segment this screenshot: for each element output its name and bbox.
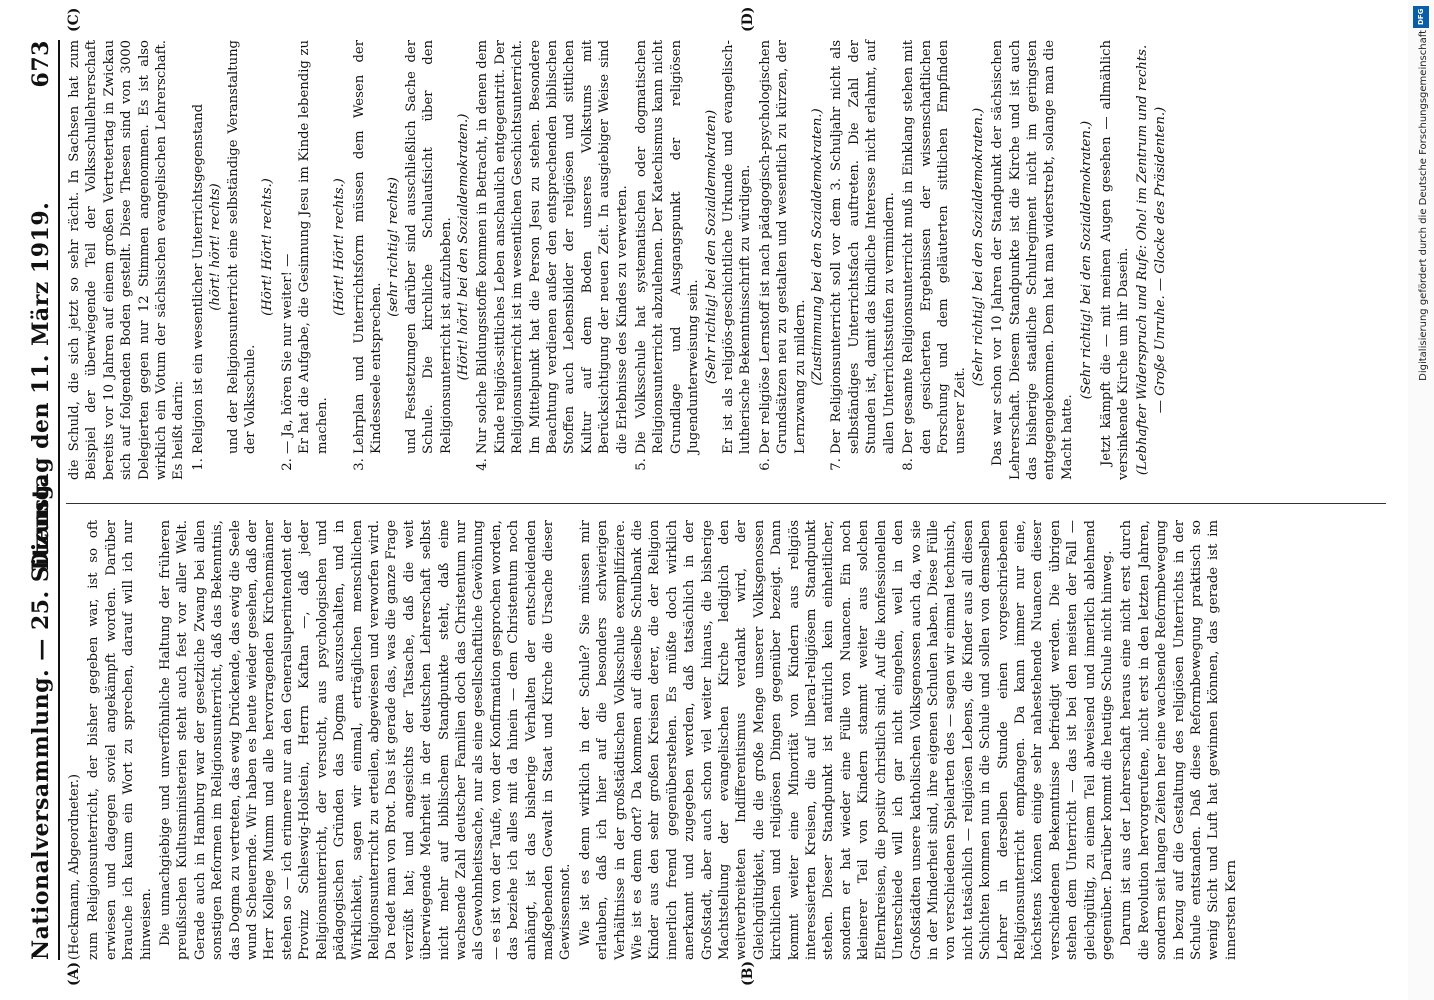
interjection: (Sehr richtig! bei den Sozialdemokraten) xyxy=(703,109,719,385)
marker-c: (C) xyxy=(66,7,82,32)
thesis-text: Lehrplan und Unterrichtsform müssen dem Wesen der Kindesseele entsprechen. xyxy=(351,40,384,454)
page-number: 673 xyxy=(28,40,54,88)
interjection: (Sehr richtig! bei den Sozialdemokraten.) xyxy=(1079,120,1095,400)
closing-paragraph: Das war schon vor 10 Jahren der Standpunkt der sächsischen Lehrerschaft. Diesem Standpunkte ist die Kirche und ist auch das bisherige staatliche Schulregiment nicht im geringsten entgegengekommen. Dem hat man widerstrebt, solange man die Macht hatte. xyxy=(990,40,1075,480)
interjection: 2. — Ja, hören Sie nur weiter! — xyxy=(279,253,295,454)
header-date: Dienstag den 11. März 1919. xyxy=(28,201,54,571)
interjection: (Hört! Hört! rechts.) xyxy=(260,178,276,316)
interjection: (hört! hört! rechts) xyxy=(208,183,224,311)
interjection: (Sehr richtig! bei den Sozialdemokraten.) xyxy=(970,107,986,387)
thesis-continuation: und der Religionsunterricht eine selbständige Veranstaltung der Volksschule. xyxy=(225,40,259,454)
left-paragraph: Die unnachgiebige und unverföhnliche Haltung der früheren preußischen Kultusministerien steht auch fest vor aller Welt. Gerade auch in Hamburg war der gesetzliche Zwang bei allen sonstigen Reformen im Religionsunterricht, daß das Bekenntnis, das Dogma zu vertreten, das ewig Drückende, das ewig die Seele wund Scheuernde. Wir haben es heute wieder gesehen, daß der Herr Kollege Mumm und alle hervorragenden Kirchenmänner stehen so — ich erinnere nur an den Generalsuperintendent der Provinz Schleswig-Holstein, Herrn Kaftan —, daß jeder Religionsunterricht, der versucht, aus psychologischen und pädagogischen Gründen das Dogma auszuschalten, und in Wirklichkeit, sagen wir einmal, erträglichen menschlichen Religionsunterricht zu erteilen, abgewiesen und verworfen wird. Da redet man von Brot. Das ist gerade das, was die ganze Frage verzüßt hat; und angesichts der Tatsache, daß die weit überwiegende Mehrheit in der deutschen Lehrerschaft selbst nicht mehr auf biblischem Standpunkte steht, daß eine wachsende Zahl deutscher Familien doch das Christentum nur als Gewohnheitssache, nur als eine gesellschaftliche Gewöhnung — es ist von der Taufe, von der Konfirmation gesprochen worden, das beziehe ich alles mit da hinein — dem Christentum noch anhängt, ist das bisherige Verhalten der entscheidenden maßgebenden Gewalt in Staat und Kirche die Ursache dieser Gewissensnot. xyxy=(158,520,574,960)
thesis-item xyxy=(757,40,827,454)
thesis-text: Der Religionsunterricht soll vor dem 3. Schuljahr nicht als selbständiges Unterrichtsfach auftreten. Die Zahl der Stunden ist, damit das kindliche Interesse nicht erlahmt, auf allen Unterrichtsstufen zu vermindern. xyxy=(829,40,897,454)
thesis-text: Nur solche Bildungsstoffe kommen in Betracht, in denen dem Kinde religiös-sittliches Leben anschaulich entgegentritt. Der Religionsunterricht ist im wesentlichen Geschichtsunterricht. Im Mittelpunkt hat die Person Jesu zu stehen. Besondere Beachtung verdienen außer den entsprechenden biblischen Stoffen auch Lebensbilder der religiösen und sittlichen Kultur auf dem Boden unseres Volkstums mit Berücksichtigung der neuen Zeit. In ausgiebiger Weise sind die Erlebnisse des Kindes zu verwerten. xyxy=(475,40,630,454)
interjection: (Hört! hört! bei den Sozialdemokraten.) xyxy=(455,113,471,381)
page-header xyxy=(18,40,58,960)
thesis-item xyxy=(351,40,473,454)
left-column xyxy=(66,520,1242,960)
theses-list xyxy=(190,40,987,480)
interjection: (Lebhafter Widerspruch und Rufe: Oho! im Zentrum und rechts. — Große Unruhe. — Glocke des Präsidenten.) xyxy=(1135,44,1168,476)
thesis-item xyxy=(633,40,755,454)
funding-note: Digitalisierung gefördert durch die Deutsche Forschungsgemeinschaft xyxy=(1418,30,1429,381)
thesis-item xyxy=(190,40,277,454)
thesis-text: Der gesamte Religionsunterricht muß in Einklang stehen mit den gesicherten Ergebnissen der wissenschaftlichen Forschung und dem geläuterten sittlichen Empfinden unserer Zeit. xyxy=(901,40,969,454)
header-left: Nationalversammlung. — 25. Sitzung. xyxy=(28,476,54,960)
marker-b: (B) xyxy=(740,960,756,986)
thesis-item xyxy=(279,40,349,454)
right-column xyxy=(66,40,1171,480)
closing-paragraph: Jetzt kämpft die — mit meinen Augen gesehen — allmählich versinkende Kirche um ihr Dasein. xyxy=(1098,40,1131,480)
right-intro: die Schuld, die sich jetzt so sehr rächt. In Sachsen hat zum Beispiel der überwiegende Teil der Volksschullehrerschaft bereits vor 10 Jahren auf einem großen Vertretertag in Zwickau sich auf folgenden Boden gestellt. Diese Thesen sind von 3000 Delegierten gegen nur 12 Stimmen angenommen. Es ist also wirklich ein Votum der sächsischen evangelischen Lehrerschaft. Es heißt darin: xyxy=(67,40,187,480)
interjection: (Zustimmung bei den Sozialdemokraten.) xyxy=(810,108,826,386)
thesis-text: Der religiöse Lernstoff ist nach pädagogisch-psychologischen Grundsätzen neu zu gestalten und wesentlich zu kürzen, der Lernzwang zu mildern. xyxy=(757,40,808,454)
marker-a: (A) xyxy=(66,961,82,986)
left-paragraph: Wie ist es denn wirklich in der Schule? Sie müssen mir erlauben, daß ich hier auf die besonders schwierigen Verhältnisse in der großstädtischen Volksschule exemplifiziere. Wie ist es denn dort? Da kommen auf dieselbe Schulbank die Kinder aus den sehr großen Kreisen derer, die der Religion innerlich fremd gegenüberstehen. Es müßte doch wirklich anerkannt und zugegeben werden, daß tatsächlich in der Großstadt, aber auch schon viel weiter hinaus, die bisherige Machtstellung der evangelischen Kirche lediglich den weitverbreiteten Indifferentismus verdankt wird, der Gleichgültigkeit, die die große Menge unserer Volksgenossen kirchlichen und religiösen Dingen gegenüber bezeigt. Dann kommt weiter eine Minorität von Kindern aus religiös interessierten Kreisen, die auf liberal-religiösem Standpunkt stehen. Dieser Standpunkt ist natürlich kein einheitlicher, sondern er hat wieder eine Fülle von Nuancen. Ein noch kleinerer Teil von Kindern stammt weiter aus solchen Elternkreisen, die positiv christlich sind. Auf die konfessionellen Unterschiede will ich gar nicht eingehen, weil in den Großstädten unsere katholischen Volksgenossen auch da, wo sie in der Minderheit sind, ihre eigenen Schulen haben. Diese Fülle von verschiedenen Spielarten des — sagen wir einmal technisch, nicht tatsächlich — religiösen Lebens, die Kinder aus all diesen Schichten kommen nun in die Schule und sollen von demselben Lehrer in derselben Stunde einen vorgeschriebenen Religionsunterricht empfangen. Da kann immer nur eine, höchstens können einige sehr nahestehende Nuancen dieser verschiedenen Bekenntnisse befriedigt werden. Die übrigen stehen dem Unterricht — das ist bei den meisten der Fall — gleichgültig, zu einem Teil abweisend und innerlich ablehnend gegenüber. Darüber kommt die heutige Schule nicht hinweg. xyxy=(577,520,1115,960)
thesis-text: Religion ist ein wesentlicher Unterrichtsgegenstand xyxy=(190,103,206,454)
thesis-text: Die Volksschule hat systematischen oder dogmatischen Religionsunterricht abzulehnen. Der Katechismus kann nicht Grundlage und Ausgangspunkt der religiösen Jugendunterweisung sein. xyxy=(634,40,702,454)
left-paragraph: zum Religionsunterricht, der bisher gegeben war, ist so oft erwiesen und dagegen soviel angekämpft worden. Darüber brauche ich kaum ein Wort zu sprechen, darauf will ich nur hinweisen. xyxy=(86,520,154,960)
header-rule xyxy=(58,40,60,960)
thesis-item xyxy=(474,40,631,454)
thesis-item xyxy=(828,40,898,454)
thesis-item xyxy=(900,40,987,454)
thesis-continuation: und Festsetzungen darüber sind ausschließlich Sache der Schule. Die kirchliche Schulaufsicht über den Religionsunterricht ist aufzuheben. xyxy=(403,40,454,454)
left-paragraph: Darum ist aus der Lehrerschaft heraus eine nicht erst durch die Revolution hervorgerufene, nicht erst in den letzten Jahren, sondern seit langen Zeiten her eine wachsende Reformbewegung in bezug auf die Gestaltung des religiösen Unterrichts in der Schule entstanden. Daß diese Reformbewegung praktisch so wenig Sicht und Luft hat gewinnen können, das gerade ist im innersten Kern xyxy=(1119,520,1239,960)
dfg-logo: DFG xyxy=(1413,6,1429,28)
speaker-label: (Heckmann, Abgeordneter.) xyxy=(67,773,82,960)
marker-d: (D) xyxy=(740,6,756,32)
column-divider xyxy=(66,503,1386,504)
thesis-continuation: Er ist als religiös-geschichtliche Urkunde und evangelisch-lutherische Bekenntnisschrift zu würdigen. xyxy=(721,40,754,454)
interjection: (sehr richtig! rechts) xyxy=(386,177,402,317)
interjection: (Hört! Hört! rechts.) xyxy=(332,178,348,316)
header-right xyxy=(28,40,54,571)
thesis-text: Er hat die Aufgabe, die Gesinnung Jesu im Kinde lebendig zu machen. xyxy=(297,40,330,454)
